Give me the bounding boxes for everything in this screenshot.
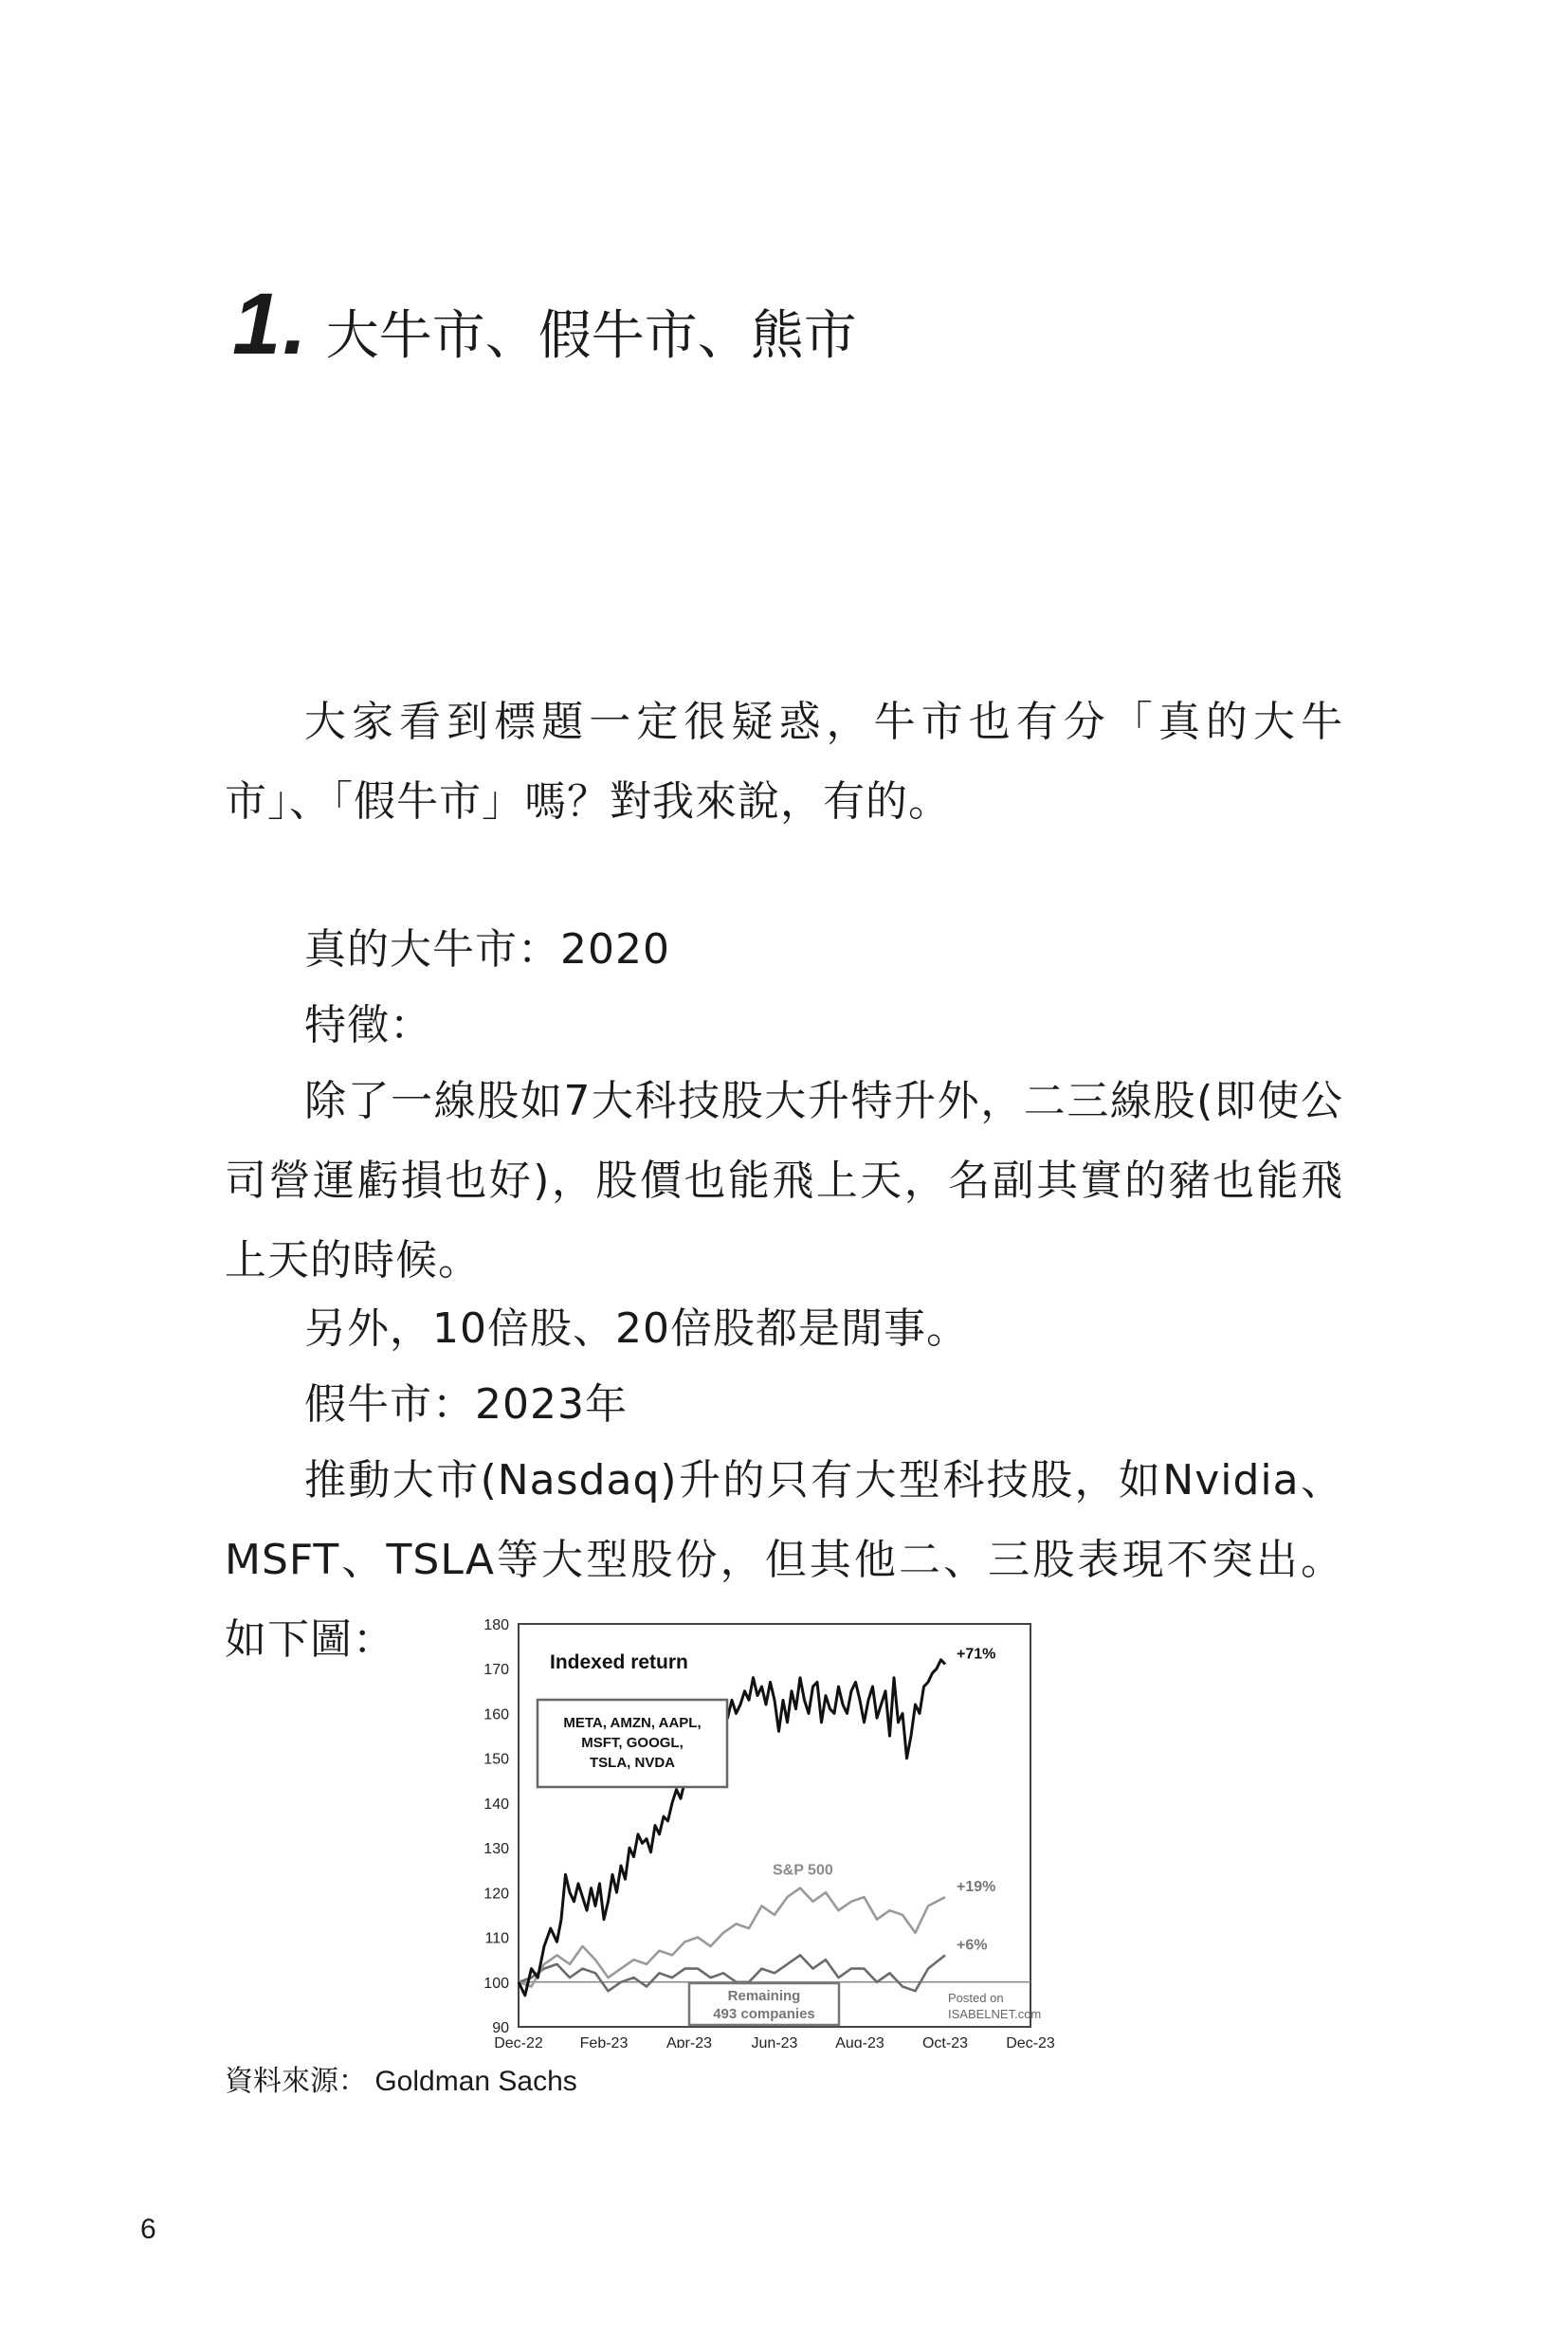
x-tick-label: Oct-23	[921, 2035, 969, 2048]
indexed-return-chart	[455, 1593, 1138, 2051]
source-caption: 資料來源： Goldman Sachs	[225, 2066, 577, 2097]
chapter-number: 1.	[232, 276, 309, 373]
y-tick-label: 180	[483, 1617, 509, 1633]
remaining-label-line: Remaining	[727, 1988, 801, 2004]
x-tick-label: Feb-23	[579, 2035, 629, 2048]
remaining-label-line: 493 companies	[713, 2006, 815, 2022]
legend-box-line: MSFT, GOOGL,	[581, 1735, 684, 1751]
y-tick-label: 90	[492, 2020, 509, 2036]
watermark-text	[948, 1991, 1041, 2021]
plot-frame	[519, 1624, 1030, 2027]
watermark-line: Posted on	[948, 1991, 1004, 2005]
x-tick-label: Dec-23	[1006, 2035, 1055, 2048]
legend-box-line: TSLA, NVDA	[590, 1755, 675, 1771]
true-bull-description: 除了一線股如7大科技股大升特升外，二三線股(即使公司營運虧損也好)，股價也能飛上天，名副其實的豬也能飛上天的時候。	[225, 1077, 1343, 1285]
y-tick-label: 160	[483, 1706, 509, 1723]
chapter-heading	[232, 275, 857, 389]
x-tick-label: Aug-23	[835, 2035, 884, 2048]
y-tick-label: 130	[483, 1841, 509, 1858]
y-tick-label: 120	[483, 1886, 509, 1903]
features-label: 特徵：	[304, 1001, 432, 1049]
chapter-title: 大牛市、假牛市、熊市	[325, 305, 857, 367]
sp500-label: S&P 500	[773, 1862, 833, 1879]
chart-svg	[455, 1593, 1138, 2048]
x-tick-label: Apr-23	[665, 2035, 713, 2048]
x-tick-label: Jun-23	[751, 2035, 798, 2048]
series-line	[519, 1888, 945, 1987]
fake-bull-description: 推動大市(Nasdaq)升的只有大型科技股，如Nvidia、MSFT、TSLA等大型股份，但其他二、三股表現不突出。如下圖：	[225, 1456, 1343, 1664]
watermark-line: ISABELNET.com	[948, 2007, 1042, 2021]
y-tick-label: 110	[484, 1930, 509, 1947]
chart-title: Indexed return	[550, 1651, 688, 1673]
fake-bull-market-heading: 假牛市：2023年	[304, 1380, 628, 1429]
intro-paragraph: 大家看到標題一定很疑惑，牛市也有分「真的大牛市」、「假牛市」嗎？對我來說，有的。	[225, 698, 1343, 826]
page-number: 6	[140, 2214, 156, 2245]
legend-box-line: META, AMZN, AAPL,	[563, 1715, 702, 1731]
y-tick-label: 170	[483, 1662, 509, 1679]
multibagger-note: 另外，10倍股、20倍股都是閒事。	[304, 1304, 969, 1353]
y-tick-label: 150	[483, 1751, 509, 1768]
true-bull-market-heading: 真的大牛市：2020	[304, 925, 670, 974]
y-tick-label: 100	[483, 1975, 509, 1992]
series-end-label: +19%	[957, 1879, 996, 1896]
series-end-label: +6%	[957, 1937, 988, 1954]
series-end-label: +71%	[957, 1646, 996, 1663]
x-tick-label: Dec-22	[494, 2035, 543, 2048]
y-tick-label: 140	[483, 1796, 509, 1813]
